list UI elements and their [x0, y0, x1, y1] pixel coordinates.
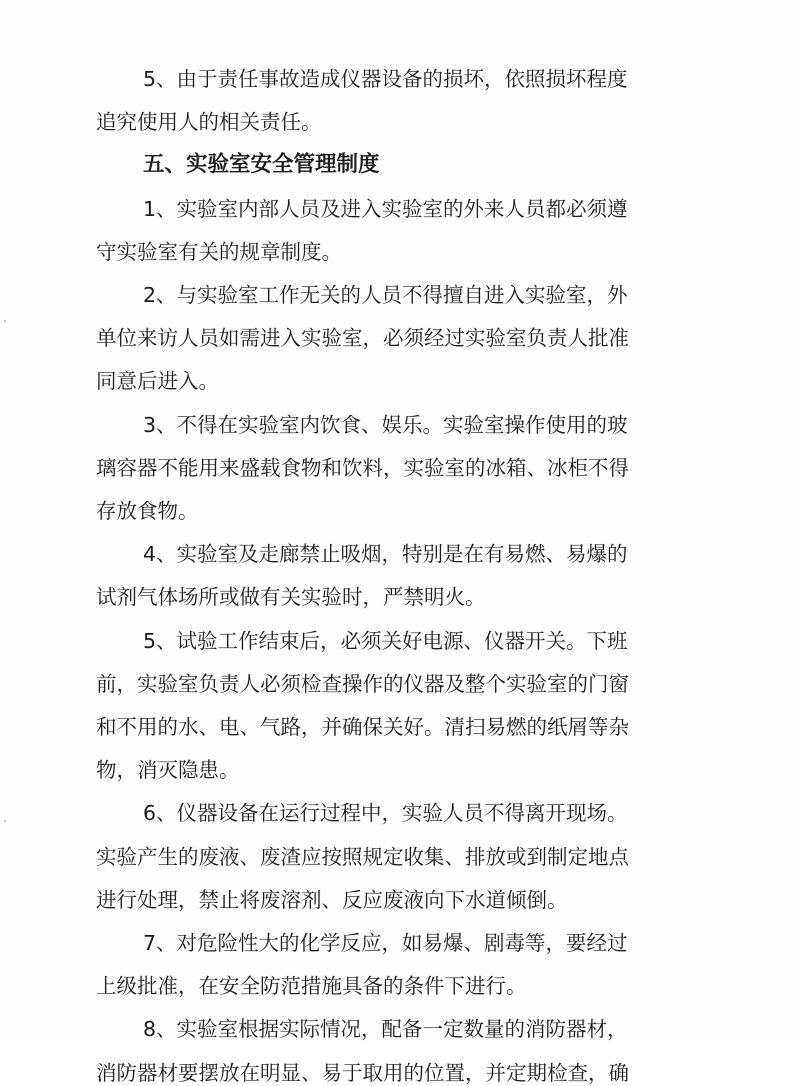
text-line: 3、不得在实验室内饮食、娱乐。实验室操作使用的玻	[143, 413, 628, 437]
text-line: 消防器材要摆放在明显、易于取用的位置，并定期检查，确	[96, 1061, 629, 1085]
text-line: 1、实验室内部人员及进入实验室的外来人员都必须遵	[143, 197, 628, 221]
text-line: 5、由于责任事故造成仪器设备的损坏，依照损坏程度	[143, 67, 628, 91]
text-line: 单位来访人员如需进入实验室，必须经过实验室负责人批准	[96, 326, 629, 350]
text-line: 璃容器不能用来盛载食物和饮料，实验室的冰箱、冰柜不得	[96, 456, 629, 480]
text-line: 存放食物。	[96, 499, 199, 523]
scan-mark	[4, 820, 6, 822]
text-line: 5、试验工作结束后，必须关好电源、仪器开关。下班	[143, 629, 628, 653]
text-line: 4、实验室及走廊禁止吸烟，特别是在有易燃、易爆的	[143, 542, 628, 566]
text-line: 实验产生的废液、废渣应按照规定收集、排放或到制定地点	[96, 845, 629, 869]
text-line: 和不用的水、电、气路，并确保关好。清扫易燃的纸屑等杂	[96, 715, 629, 739]
text-line: 8、实验室根据实际情况，配备一定数量的消防器材，	[143, 1017, 628, 1041]
text-line: 同意后进入。	[96, 369, 219, 393]
text-line: 守实验室有关的规章制度。	[96, 240, 342, 264]
scan-mark	[4, 320, 6, 322]
text-line: 进行处理，禁止将废溶剂、反应废液向下水道倾倒。	[96, 888, 568, 912]
text-line: 7、对危险性大的化学反应，如易爆、剧毒等，要经过	[143, 931, 628, 955]
text-line: 前，实验室负责人必须检查操作的仪器及整个实验室的门窗	[96, 672, 629, 696]
text-line: 试剂气体场所或做有关实验时，严禁明火。	[96, 585, 486, 609]
text-line: 上级批准，在安全防范措施具备的条件下进行。	[96, 974, 527, 998]
section-title: 五、实验室安全管理制度	[143, 152, 380, 177]
text-line: 物，消灭隐患。	[96, 758, 240, 782]
text-line: 2、与实验室工作无关的人员不得擅自进入实验室，外	[143, 283, 628, 307]
text-line: 6、仪器设备在运行过程中，实验人员不得离开现场。	[143, 801, 628, 825]
text-line: 追究使用人的相关责任。	[96, 110, 322, 134]
